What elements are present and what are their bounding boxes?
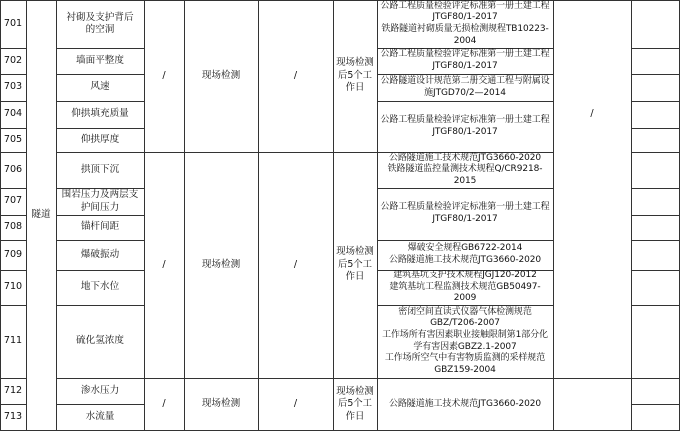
method-cell: 现场检测 — [201, 398, 241, 410]
row-number: 701 — [3, 17, 23, 29]
item-name: 风速 — [90, 81, 110, 93]
row-number: 711 — [3, 335, 23, 347]
standard-cell: 爆破安全规程GB6722-2014 公路隧道施工技术规范JTG3660-2020 — [389, 243, 541, 265]
item-name: 围岩压力及两层支护间压力 — [61, 189, 139, 213]
standard-cell: 公路工程质量检验评定标准第一册土建工程JTGF80/1-2017 — [380, 49, 550, 71]
standard-cell: 建筑基坑支护技术规程JGJ120-2012 建筑基坑工程监测技术规范GB50497-2009 — [389, 270, 541, 304]
section-label: 隧道 — [31, 209, 51, 221]
report-cycle-cell: 现场检测后5个工作日 — [336, 57, 374, 94]
item-name: 墙面平整度 — [76, 54, 124, 66]
method-cell: 现场检测 — [201, 258, 241, 270]
item-name: 水流量 — [85, 411, 115, 423]
report-cycle-cell: 现场检测后5个工作日 — [336, 385, 374, 422]
item-name: 拱顶下沉 — [80, 163, 120, 175]
row-number: 710 — [3, 281, 23, 293]
standard-cell: 公路隧道施工技术规范JTG3660-2020 铁路隧道监控量测技术规程Q/CR9218-2015 — [387, 152, 543, 186]
standard-cell: 公路工程质量检验评定标准第一册土建工程JTGF80/1-2017 铁路隧道衬砌质量无损检测规程TB10223-2004 — [380, 0, 550, 46]
item-name: 仰拱厚度 — [80, 133, 120, 145]
item-name: 渗水压力 — [80, 384, 120, 396]
row-number: 706 — [3, 163, 23, 175]
slash-cell: / — [162, 398, 166, 410]
slash-cell: / — [293, 69, 298, 81]
slash-cell: / — [293, 258, 298, 270]
row-number: 703 — [3, 81, 23, 93]
row-number: 709 — [3, 248, 23, 260]
standard-cell: 公路工程质量检验评定标准第一册土建工程JTGF80/1-2017 — [380, 114, 550, 137]
item-name: 锚杆间距 — [80, 221, 120, 233]
method-cell: 现场检测 — [201, 69, 241, 81]
row-number: 704 — [3, 108, 23, 120]
row-number: 705 — [3, 133, 23, 145]
item-name: 地下水位 — [80, 281, 120, 293]
slash-cell: / — [162, 69, 166, 81]
item-name: 硫化氢浓度 — [76, 335, 124, 347]
item-name: 仰拱填充质量 — [71, 108, 129, 120]
row-number: 713 — [3, 411, 23, 423]
standard-cell: 密闭空间直读式仪器气体检测规范GBZ/T206-2007 工作场所有害因素职业接触限制第1部分化学有害因素GBZ2.1-2007 工作场所空气中有害物质监测的采样规范GBZ159-2004 — [382, 306, 548, 375]
standard-cell: 公路隧道设计规范第二册交通工程与附属设施JTGD70/2—2014 — [380, 75, 550, 98]
row-number: 707 — [3, 195, 23, 207]
standard-cell: 公路隧道施工技术规范JTG3660-2020 — [389, 398, 541, 409]
row-number: 708 — [3, 221, 23, 233]
slash-cell: / — [293, 398, 298, 410]
slash-cell: / — [162, 258, 166, 270]
slash-cell: / — [590, 107, 594, 119]
standard-cell: 公路工程质量检验评定标准第一册土建工程JTGF80/1-2017 — [380, 202, 550, 224]
item-name: 衬砌及支护背后的空洞 — [66, 11, 134, 35]
row-number: 712 — [3, 384, 23, 396]
row-number: 702 — [3, 54, 23, 66]
item-name: 爆破振动 — [80, 248, 120, 260]
report-cycle-cell: 现场检测后5个工作日 — [336, 246, 374, 283]
